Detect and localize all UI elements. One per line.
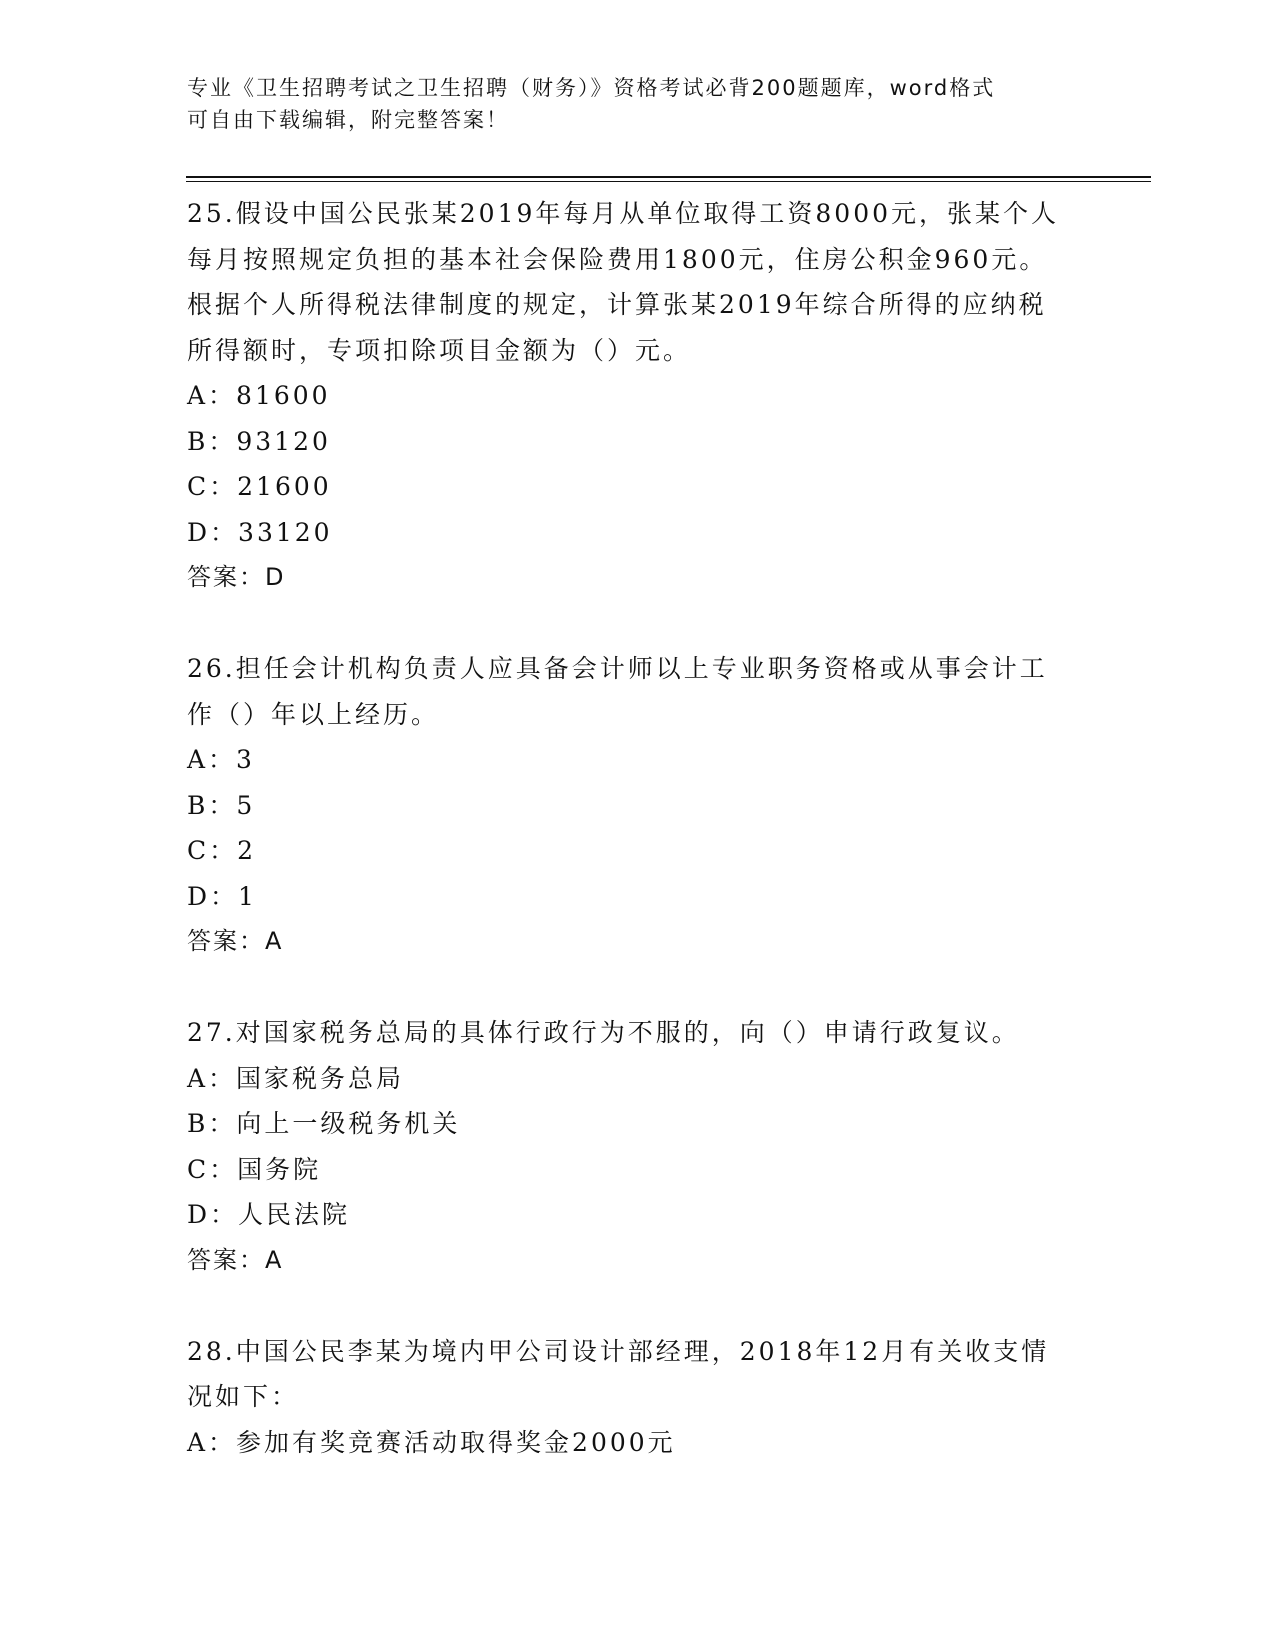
question-28 [187, 1329, 1087, 1466]
option-a: A：3 [187, 745, 255, 774]
option-c: C：21600 [187, 472, 332, 501]
document-header [187, 72, 1067, 136]
option-b: B：5 [187, 790, 256, 820]
question-text-line: 25.假设中国公民张某2019年每月从单位取得工资8000元，张某个人 [187, 199, 1060, 228]
header-divider-thin [186, 181, 1151, 182]
question-text-line: 27.对国家税务总局的具体行政行为不服的，向（）申请行政复议。 [187, 1018, 1020, 1047]
question-text-line: 每月按照规定负担的基本社会保险费用1800元，住房公积金960元。 [187, 244, 1048, 274]
question-text-line: 所得额时，专项扣除项目金额为（）元。 [187, 335, 692, 365]
question-text-line: 26.担任会计机构负责人应具备会计师以上专业职务资格或从事会计工 [187, 654, 1048, 683]
option-d: D：33120 [187, 517, 333, 547]
question-gap [187, 601, 1087, 647]
answer-line: 答案：A [187, 927, 284, 955]
question-gap [187, 965, 1087, 1011]
question-26 [187, 646, 1087, 965]
answer-line: 答案：D [187, 563, 286, 591]
question-list [187, 191, 1087, 1465]
option-d: D：人民法院 [187, 1200, 351, 1229]
option-a: A：参加有奖竞赛活动取得奖金2000元 [187, 1427, 676, 1457]
header-line-2: 可自由下载编辑，附完整答案！ [187, 108, 509, 132]
header-divider-thick [186, 176, 1151, 178]
option-a: A：国家税务总局 [187, 1063, 405, 1093]
option-c: C：2 [187, 836, 257, 865]
question-text-line: 28.中国公民李某为境内甲公司设计部经理，2018年12月有关收支情 [187, 1336, 1050, 1366]
option-a: A：81600 [187, 381, 331, 410]
question-gap [187, 1283, 1087, 1329]
option-c: C：国务院 [187, 1154, 322, 1184]
question-text-line: 况如下： [187, 1382, 300, 1411]
question-27 [187, 1010, 1087, 1283]
question-text-line: 作（）年以上经历。 [187, 699, 440, 729]
option-b: B：93120 [187, 426, 331, 456]
header-line-1: 专业《卫生招聘考试之卫生招聘（财务）》资格考试必背200题题库，word格式 [187, 76, 996, 100]
option-d: D：1 [187, 881, 257, 911]
answer-line: 答案：A [187, 1245, 284, 1274]
question-25 [187, 191, 1087, 601]
option-b: B：向上一级税务机关 [187, 1109, 461, 1138]
question-text-line: 根据个人所得税法律制度的规定，计算张某2019年综合所得的应纳税 [187, 290, 1047, 319]
